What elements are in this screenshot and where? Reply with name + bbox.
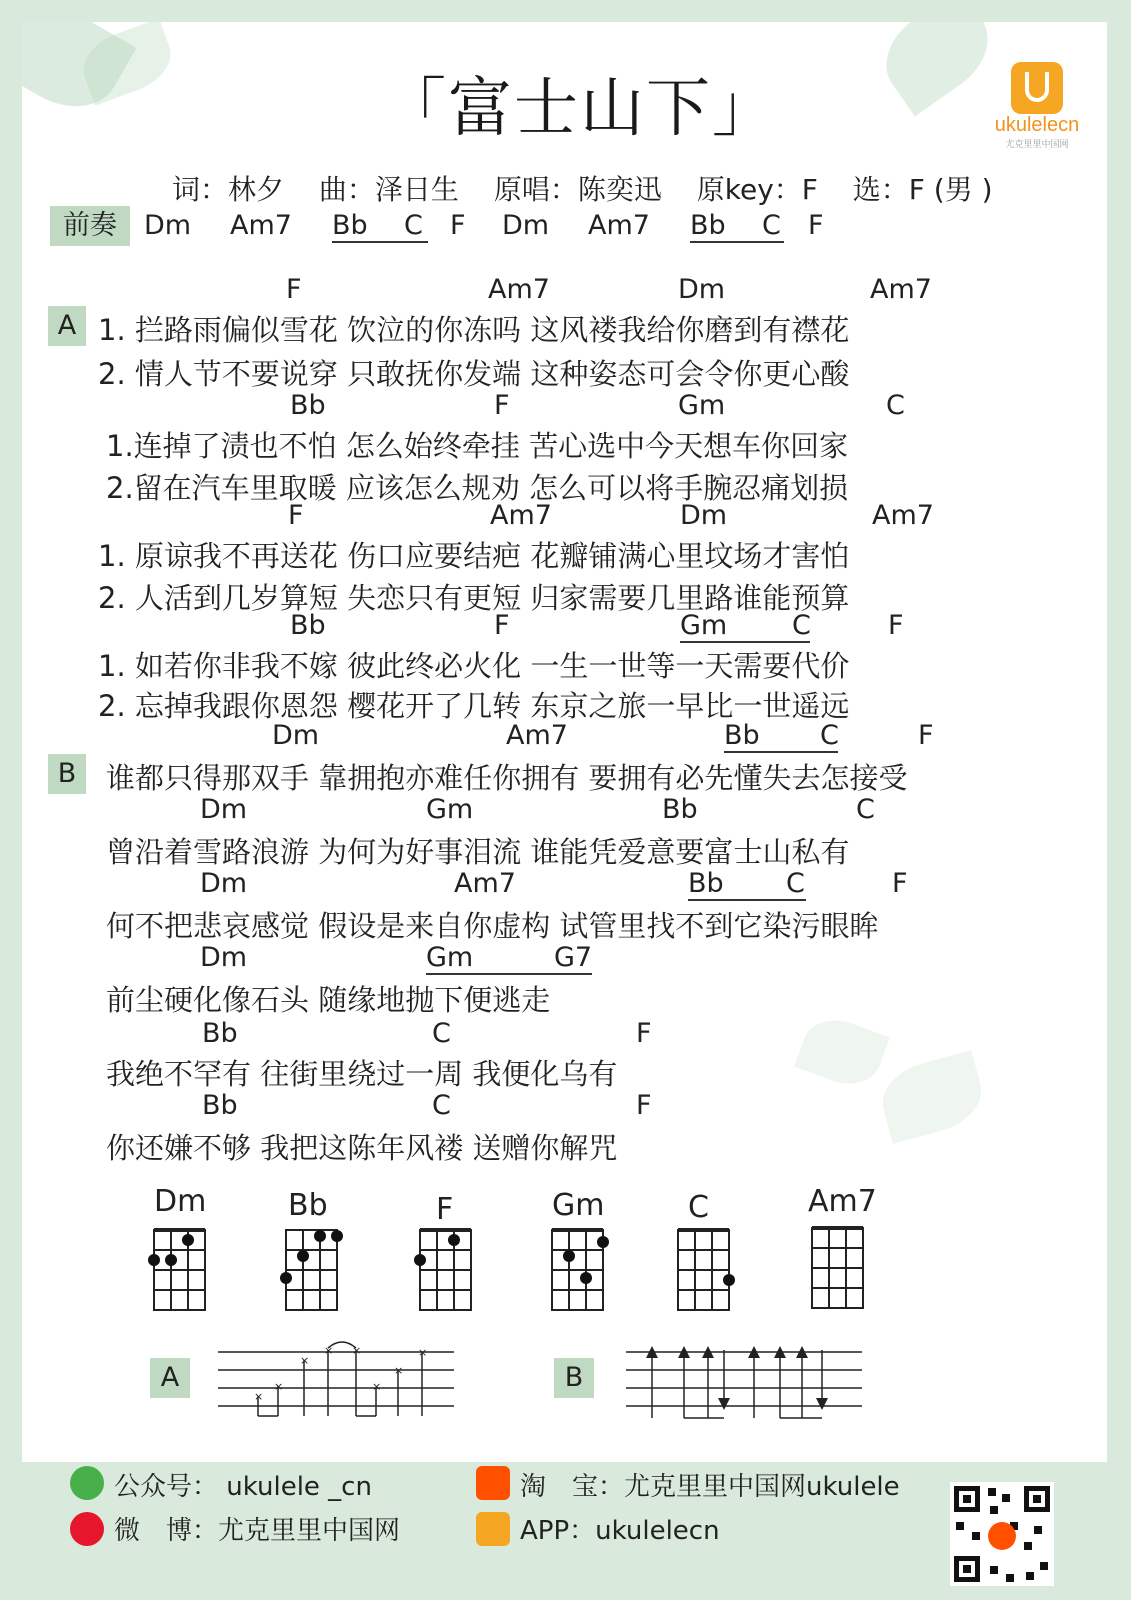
intro-chord: F (450, 210, 466, 241)
lyric-line: 谁都只得那双手 靠拥抱亦难任你拥有 要拥有必先懂失去怎接受 (106, 761, 908, 795)
lyric-line: 2. 情人节不要说穿 只敢抚你发端 这种姿态可会令你更心酸 (98, 357, 850, 391)
chord: F (918, 720, 934, 751)
qr-code-icon (950, 1482, 1054, 1586)
original-singer: 原唱：陈奕迅 (493, 173, 662, 206)
rhythm-b-label: B (554, 1358, 594, 1398)
chord: C (786, 868, 805, 899)
lyric-line: 1. 原谅我不再送花 伤口应要结疤 花瓣铺满心里坟场才害怕 (98, 539, 850, 573)
lyric-line: 1.连掉了渍也不怕 怎么始终牵挂 苦心选中今天想车你回家 (106, 429, 849, 463)
chord-diagram-name: Bb (288, 1188, 328, 1223)
intro-chord: Dm (502, 210, 550, 241)
chord: Am7 (490, 500, 552, 531)
intro-chord: Am7 (230, 210, 292, 241)
chord-diagram-dm (142, 1184, 232, 1314)
footer-wechat: 公众号： ukulele _cn (114, 1472, 372, 1502)
intro-label: 前奏 (50, 206, 130, 246)
leaf-decoration (794, 1010, 890, 1094)
lyric-line: 2. 忘掉我跟你恩怨 樱花开了几转 东京之旅一早比一世遥远 (98, 689, 850, 723)
app-icon (476, 1512, 510, 1546)
fretboard-icon (274, 1222, 364, 1317)
footer-app: APP：ukulelecn (520, 1516, 720, 1546)
lyric-line: 曾沿着雪路浪游 为何为好事泪流 谁能凭爱意要富士山私有 (106, 835, 850, 869)
intro-chord: Bb (690, 210, 784, 243)
section-b-label: B (48, 754, 86, 794)
chord: Bb (290, 390, 326, 421)
chord: F (288, 500, 304, 531)
lyric-line: 前尘硬化像石头 随缘地抛下便逃走 (106, 983, 551, 1017)
section-a-label: A (48, 306, 86, 346)
fretboard-icon (142, 1222, 232, 1317)
taobao-icon (476, 1466, 510, 1500)
lyric-line: 2. 人活到几岁算短 失恋只有更短 归家需要几里路谁能预算 (98, 581, 850, 615)
chord: C (886, 390, 905, 421)
chord: F (892, 868, 908, 899)
chord: Bb (662, 794, 698, 825)
intro-chord: F (808, 210, 824, 241)
intro-chord: Dm (144, 210, 192, 241)
ukulele-logo-icon (1011, 62, 1063, 114)
chord: C (820, 720, 839, 751)
svg-text:×: × (372, 1380, 382, 1393)
chord: F (636, 1090, 652, 1121)
chord: Bb (202, 1018, 238, 1049)
chord: Gm (426, 794, 474, 825)
rhythm-pattern-a (218, 1340, 458, 1430)
song-sheet (22, 22, 1107, 1462)
chord: Dm (680, 500, 728, 531)
chord: G7 (554, 942, 593, 973)
svg-text:×: × (418, 1346, 428, 1359)
lyric-line: 1. 拦路雨偏似雪花 饮泣的你冻吗 这风褛我给你磨到有襟花 (98, 313, 850, 347)
chord: Am7 (506, 720, 568, 751)
chord: F (636, 1018, 652, 1049)
svg-text:×: × (274, 1380, 284, 1393)
footer-taobao: 淘 宝：尤克里里中国网ukulele (520, 1472, 900, 1502)
svg-text:×: × (254, 1390, 264, 1403)
leaf-decoration (875, 1050, 990, 1143)
chord: Gm (680, 610, 810, 643)
rhythm-pattern-b (626, 1340, 866, 1430)
chord: Bb (724, 720, 838, 753)
fretboard-icon (408, 1222, 498, 1317)
song-credits (172, 168, 1019, 208)
chord: Am7 (454, 868, 516, 899)
chord: Dm (200, 942, 248, 973)
fretboard-icon (672, 1222, 762, 1317)
brand-logo (982, 62, 1092, 150)
logo-subtitle: 尤克里里中国网 (1005, 140, 1069, 150)
wechat-icon (70, 1466, 104, 1500)
intro-chord: C (404, 210, 423, 241)
lyric-line: 我绝不罕有 往街里绕过一周 我便化乌有 (106, 1057, 618, 1091)
chord-diagram-name: C (688, 1190, 709, 1225)
chord: Dm (678, 274, 726, 305)
chord: F (286, 274, 302, 305)
chord: C (792, 610, 811, 641)
svg-text:×: × (394, 1364, 404, 1377)
chord: Gm (426, 942, 592, 975)
lyric-line: 1. 如若你非我不嫁 彼此终必火化 一生一世等一天需要代价 (98, 649, 850, 683)
composer: 曲：泽日生 (318, 173, 459, 206)
selected-key: 选：F (男 ) (852, 173, 993, 206)
lyricist: 词：林夕 (172, 173, 285, 206)
lyric-line: 你还嫌不够 我把这陈年风褛 送赠你解咒 (106, 1131, 618, 1165)
footer-weibo: 微 博：尤克里里中国网 (114, 1516, 401, 1546)
intro-chord: C (762, 210, 781, 241)
chord: F (888, 610, 904, 641)
chord: C (432, 1018, 451, 1049)
chord-diagram-name: Gm (552, 1188, 605, 1223)
svg-text:×: × (300, 1354, 310, 1367)
chord-diagram-am7 (804, 1184, 894, 1314)
logo-name: ukulelecn (994, 114, 1080, 136)
lyric-line: 2.留在汽车里取暖 应该怎么规劝 怎么可以将手腕忍痛划损 (106, 471, 849, 505)
chord-diagram-c (672, 1184, 762, 1314)
intro-chord: Am7 (588, 210, 650, 241)
chord: Dm (200, 794, 248, 825)
chord-diagram-gm (540, 1184, 630, 1314)
chord-diagram-name: Dm (154, 1184, 207, 1219)
chord-diagram-bb (274, 1184, 364, 1314)
chord: Am7 (870, 274, 932, 305)
chord: F (494, 390, 510, 421)
lyric-line: 何不把悲哀感觉 假设是来自你虚构 试管里找不到它染污眼眸 (106, 909, 879, 943)
chord-diagram-name: F (436, 1192, 454, 1227)
fretboard-icon (540, 1222, 630, 1317)
chord: Am7 (872, 500, 934, 531)
fretboard-icon (804, 1222, 894, 1317)
chord: Bb (202, 1090, 238, 1121)
chord-diagram-f (408, 1184, 498, 1314)
chord: Am7 (488, 274, 550, 305)
rhythm-a-label: A (150, 1358, 190, 1398)
chord: Dm (200, 868, 248, 899)
intro-chord: Bb (332, 210, 428, 243)
chord-diagram-name: Am7 (808, 1184, 877, 1219)
weibo-icon (70, 1512, 104, 1546)
original-key: 原key：F (696, 173, 818, 206)
chord: C (432, 1090, 451, 1121)
chord: Bb (290, 610, 326, 641)
svg-text:×: × (352, 1344, 362, 1357)
song-title: 「富士山下」 (382, 72, 778, 146)
svg-text:×: × (324, 1344, 334, 1357)
chord: F (494, 610, 510, 641)
chord: Dm (272, 720, 320, 751)
chord: C (856, 794, 875, 825)
chord: Bb (688, 868, 806, 901)
chord: Gm (678, 390, 726, 421)
